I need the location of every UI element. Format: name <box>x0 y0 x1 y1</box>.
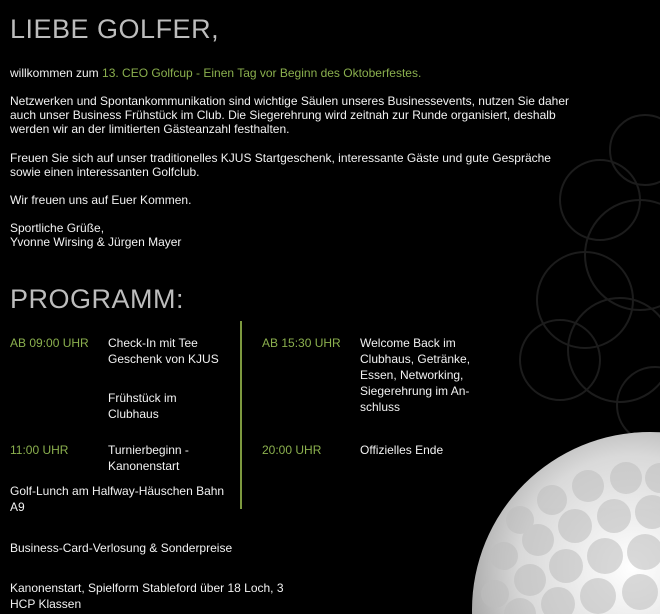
greeting-heading: LIEBE GOLFER, <box>10 14 220 44</box>
program-time: AB 15:30 UHR <box>262 336 341 350</box>
signature-names: Yvonne Wirsing & Jürgen Mayer <box>10 235 182 249</box>
signature-greeting: Sportliche Grüße, <box>10 221 105 235</box>
welcome-prefix: willkommen zum <box>10 66 103 80</box>
golf-ball <box>472 432 660 614</box>
program-time: AB 09:00 UHR <box>10 336 89 350</box>
schedule-divider <box>240 321 242 509</box>
gift-paragraph: Freuen Sie sich auf unser traditionelles KJUS Startgeschenk, interessante Gäste und gute Gespräche sowie einen interessanten Golfclub. <box>10 151 551 179</box>
program-item: Check-In mit Tee Geschenk von KJUS <box>108 336 219 366</box>
signature <box>10 221 570 249</box>
closing-paragraph: Wir freuen uns auf Euer Kommen. <box>10 193 192 207</box>
program-item: Turnierbeginn - Kanonenstart <box>108 443 189 473</box>
program-time: 11:00 UHR <box>10 443 69 457</box>
program-heading: PROGRAMM: <box>10 284 185 314</box>
program-note: Golf-Lunch am Halfway-Häuschen Bahn A9 <box>10 484 225 514</box>
program-note: Kanonenstart, Spielform Stableford über 18 Loch, 3 HCP Klassen <box>10 581 284 611</box>
program-item: Offizielles Ende <box>360 443 444 457</box>
program-item: Welcome Back im Clubhaus, Getränke, Essen, Networking, Siegerehrung im An-schluss <box>360 336 471 414</box>
event-highlight: 13. CEO Golfcup - Einen Tag vor Beginn des Oktoberfestes. <box>102 66 422 80</box>
program-note: Business-Card-Verlosung & Sonderpreise <box>10 541 233 555</box>
program-item: Frühstück im Clubhaus <box>108 391 177 421</box>
welcome-line <box>10 66 570 80</box>
networking-paragraph: Netzwerken und Spontankommunikation sind wichtige Säulen unseres Businessevents, nutzen Sie daher auch unser Business Frühstück im Club. Die Siegerehrung wird zeitnah zur Runde organisiert, deshalb werden wir an der limitierten Gästeanzahl festhalten. <box>10 94 569 136</box>
program-time: 20:00 UHR <box>262 443 322 457</box>
